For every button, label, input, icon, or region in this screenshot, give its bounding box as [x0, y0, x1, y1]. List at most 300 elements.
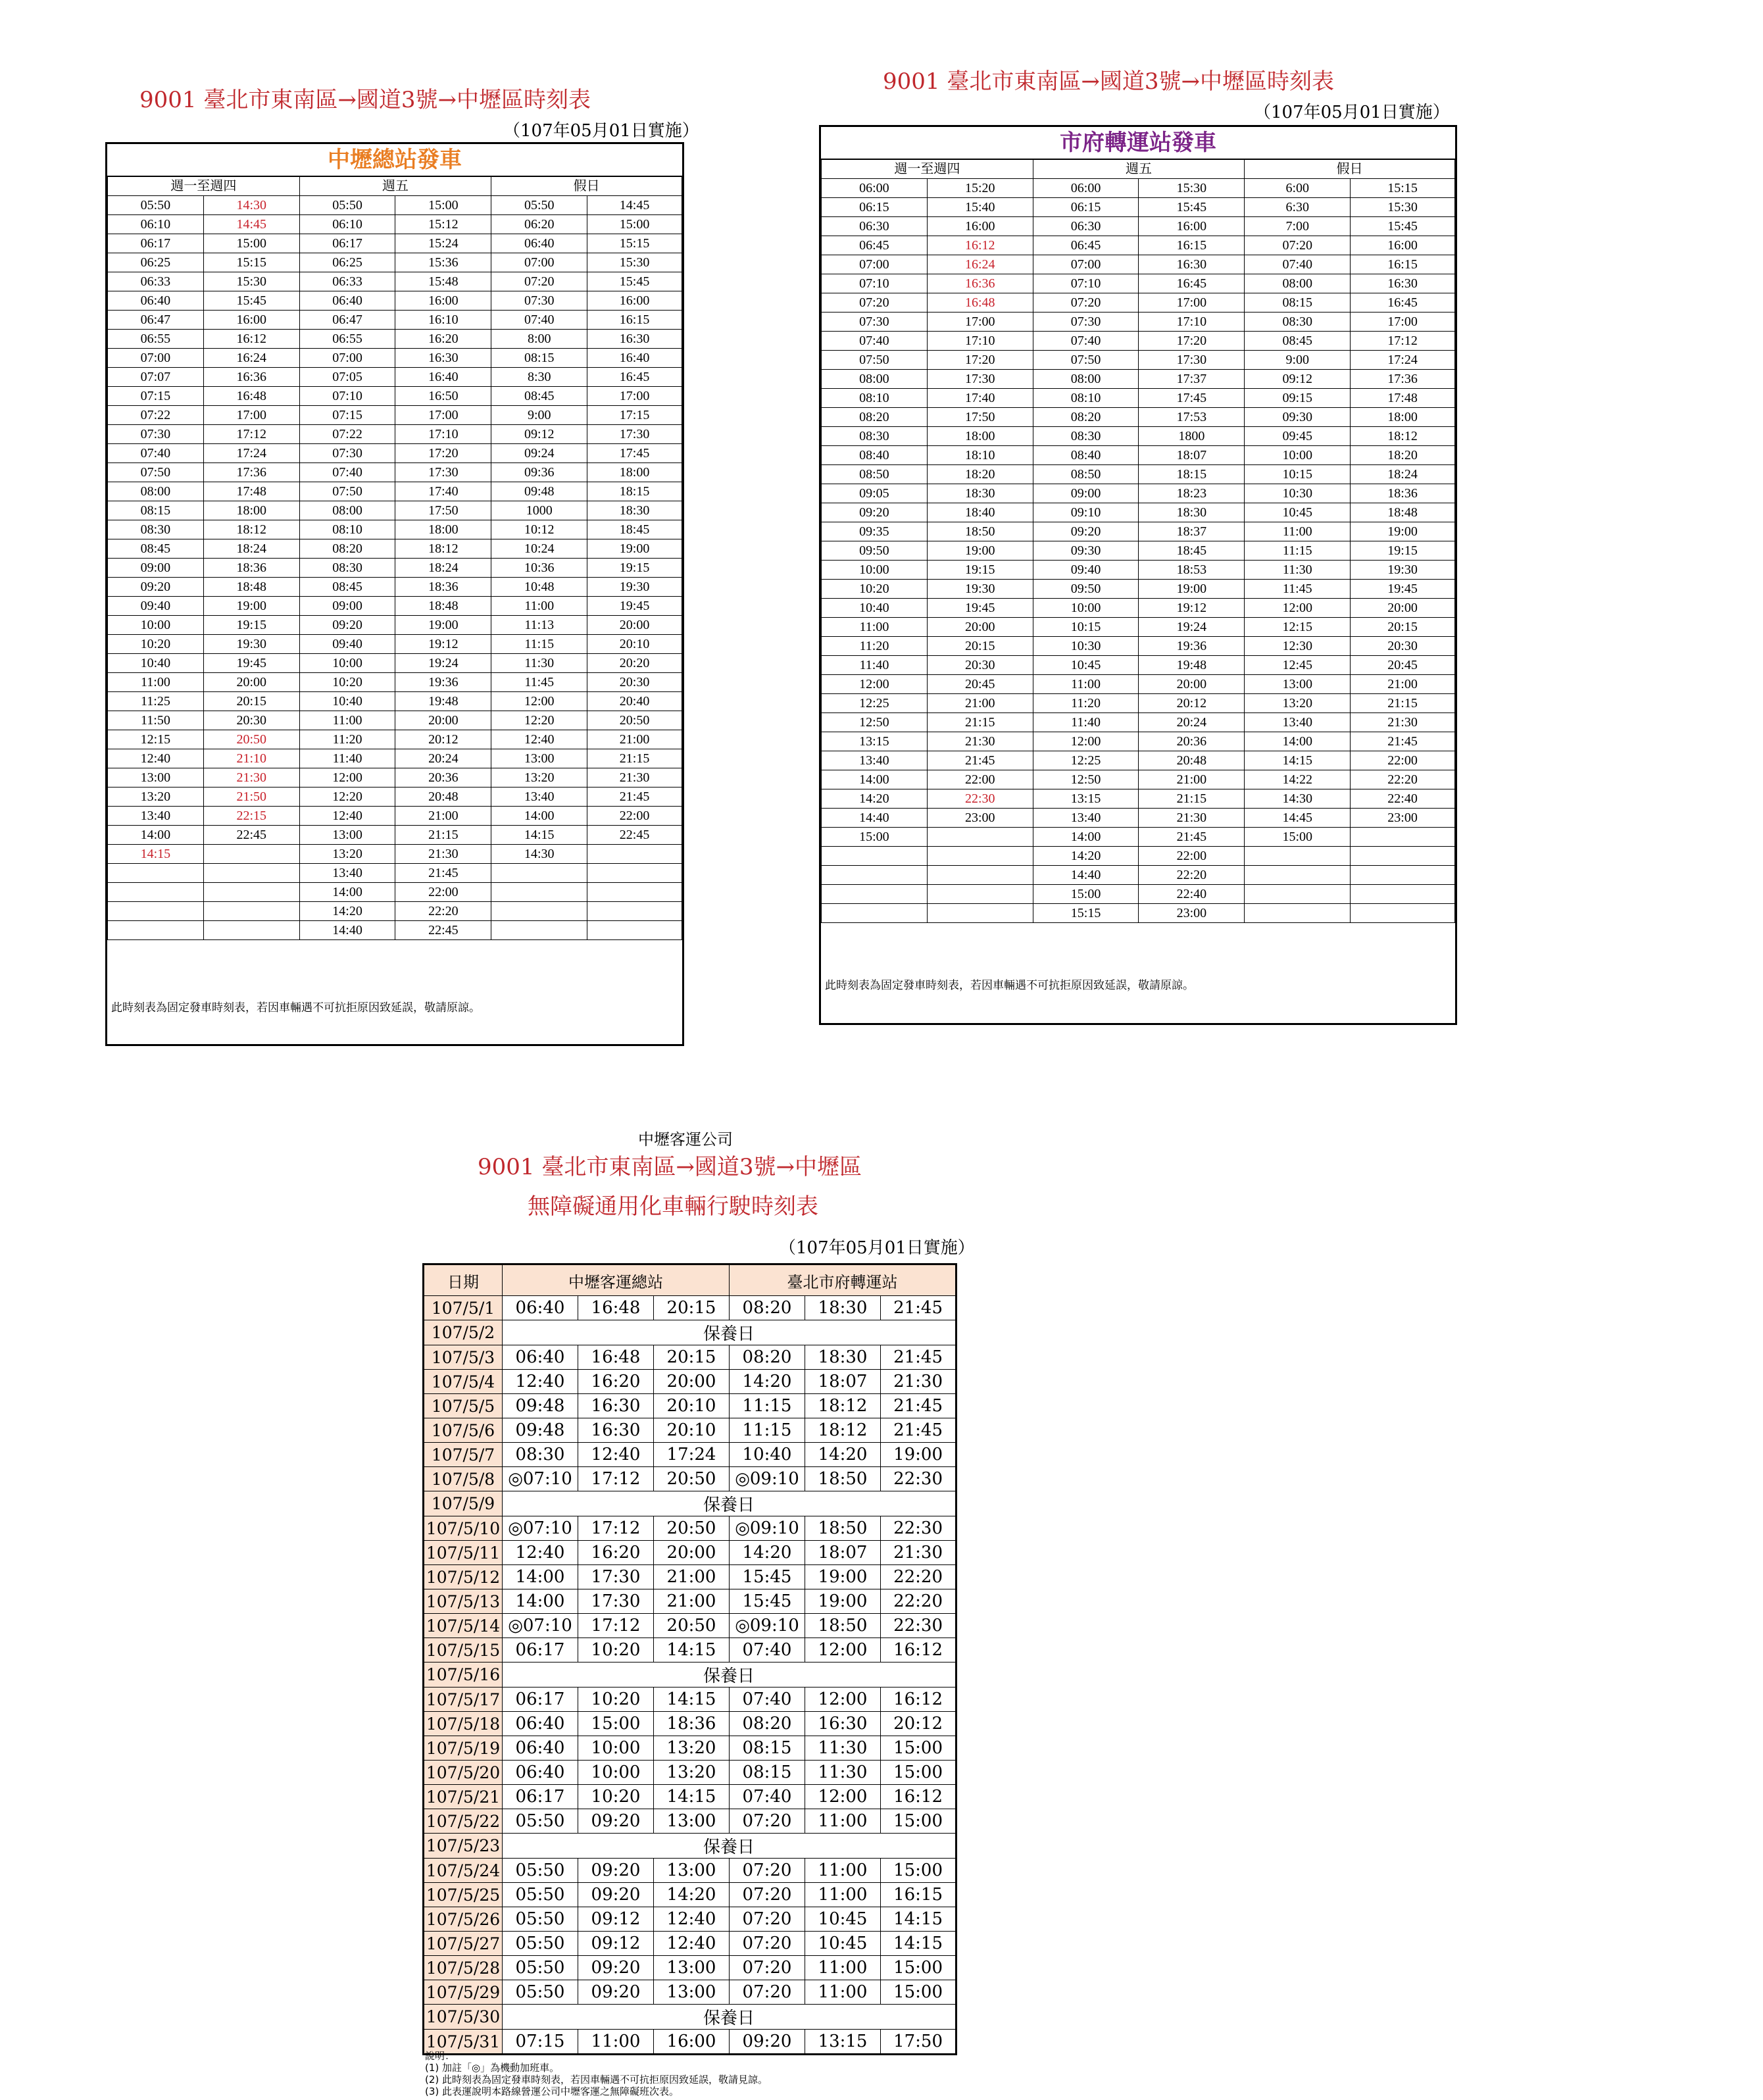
- time-cell: [927, 847, 1033, 866]
- time-cell: 12:15: [1245, 618, 1351, 637]
- time-cell: 22:45: [587, 826, 682, 845]
- table-row: [822, 236, 1455, 255]
- time-cell: 06:40: [108, 291, 204, 311]
- time-cell: 22:20: [881, 1589, 956, 1614]
- table-row: [822, 503, 1455, 522]
- time-cell: 17:20: [927, 351, 1033, 370]
- time-cell: 14:40: [1033, 866, 1139, 885]
- time-cell: 20:30: [927, 656, 1033, 675]
- time-cell: 16:12: [927, 236, 1033, 255]
- time-cell: 14:00: [1033, 828, 1139, 847]
- time-cell: 22:40: [1351, 789, 1455, 809]
- date-cell: 107/5/24: [424, 1859, 503, 1883]
- time-cell: 16:30: [395, 349, 491, 368]
- time-cell: 20:00: [395, 711, 491, 730]
- table-row: [822, 484, 1455, 503]
- time-cell: 16:45: [587, 368, 682, 387]
- table-row: [424, 1565, 956, 1589]
- time-cell: 20:15: [654, 1345, 730, 1370]
- table-row: [822, 408, 1455, 427]
- table-row: [108, 272, 682, 291]
- table-row: [822, 179, 1455, 198]
- table-row: [424, 1370, 956, 1394]
- time-cell: 17:45: [587, 444, 682, 463]
- time-cell: 08:30: [1245, 312, 1351, 332]
- time-cell: 15:00: [578, 1712, 654, 1736]
- time-cell: 09:20: [108, 578, 204, 597]
- time-cell: 11:30: [805, 1736, 881, 1761]
- time-cell: ◎07:10: [503, 1516, 578, 1541]
- time-cell: 12:40: [503, 1541, 578, 1565]
- time-cell: 06:30: [822, 217, 928, 236]
- left-schedule-table: [107, 176, 682, 940]
- time-cell: 09:30: [1033, 541, 1139, 561]
- time-cell: 15:00: [881, 1809, 956, 1834]
- table-row: [108, 463, 682, 482]
- time-cell: 20:15: [1351, 618, 1455, 637]
- time-cell: 07:20: [491, 272, 587, 291]
- time-cell: 07:40: [730, 1688, 805, 1712]
- time-cell: 15:15: [203, 253, 299, 272]
- time-cell: 17:12: [578, 1516, 654, 1541]
- time-cell: 13:00: [299, 826, 395, 845]
- table-row: [108, 616, 682, 635]
- time-cell: 20:30: [203, 711, 299, 730]
- time-cell: 10:20: [578, 1688, 654, 1712]
- time-cell: 14:20: [1033, 847, 1139, 866]
- time-cell: 21:15: [395, 826, 491, 845]
- time-cell: 22:20: [1351, 770, 1455, 789]
- table-row: [822, 828, 1455, 847]
- time-cell: 16:00: [203, 311, 299, 330]
- table-row: [822, 656, 1455, 675]
- table-row: [108, 406, 682, 425]
- time-cell: 09:30: [1245, 408, 1351, 427]
- time-cell: 07:00: [822, 255, 928, 274]
- time-cell: 17:00: [203, 406, 299, 425]
- time-cell: 20:10: [587, 635, 682, 654]
- time-cell: 09:20: [299, 616, 395, 635]
- time-cell: 06:17: [299, 234, 395, 253]
- time-cell: 12:00: [805, 1638, 881, 1663]
- time-cell: 15:36: [395, 253, 491, 272]
- time-cell: 18:48: [1351, 503, 1455, 522]
- time-cell: 14:20: [822, 789, 928, 809]
- date-cell: 107/5/16: [424, 1663, 503, 1688]
- time-cell: 18:36: [395, 578, 491, 597]
- time-cell: 07:30: [1033, 312, 1139, 332]
- time-cell: 6:30: [1245, 198, 1351, 217]
- time-cell: 11:30: [805, 1761, 881, 1785]
- time-cell: ◎09:10: [730, 1516, 805, 1541]
- time-cell: 11:00: [805, 1859, 881, 1883]
- time-cell: 09:20: [1033, 522, 1139, 541]
- time-cell: 6:00: [1245, 179, 1351, 198]
- time-cell: 9:00: [1245, 351, 1351, 370]
- time-cell: 13:40: [1245, 713, 1351, 732]
- time-cell: 22:20: [1139, 866, 1245, 885]
- time-cell: 16:20: [578, 1541, 654, 1565]
- time-cell: 10:40: [730, 1443, 805, 1467]
- time-cell: 19:12: [395, 635, 491, 654]
- date-cell: 107/5/26: [424, 1907, 503, 1932]
- table-row: [108, 921, 682, 940]
- time-cell: 07:20: [730, 1883, 805, 1907]
- time-cell: 20:24: [395, 749, 491, 768]
- time-cell: 18:07: [805, 1370, 881, 1394]
- time-cell: 08:15: [108, 501, 204, 520]
- time-cell: 07:00: [299, 349, 395, 368]
- time-cell: 20:00: [927, 618, 1033, 637]
- table-row: [108, 902, 682, 921]
- time-cell: 08:20: [730, 1345, 805, 1370]
- time-cell: [587, 883, 682, 902]
- time-cell: 17:12: [578, 1467, 654, 1491]
- time-cell: 15:00: [881, 1980, 956, 2005]
- time-cell: ◎09:10: [730, 1614, 805, 1638]
- time-cell: 05:50: [503, 1932, 578, 1956]
- time-cell: 13:00: [654, 1809, 730, 1834]
- time-cell: 08:45: [1245, 332, 1351, 351]
- time-cell: 11:25: [108, 692, 204, 711]
- time-cell: 10:15: [1245, 465, 1351, 484]
- time-cell: [491, 921, 587, 940]
- time-cell: 13:00: [1245, 675, 1351, 694]
- table-row: [822, 885, 1455, 904]
- time-cell: 09:00: [108, 559, 204, 578]
- time-cell: 18:50: [805, 1614, 881, 1638]
- time-cell: 22:00: [395, 883, 491, 902]
- time-cell: 23:00: [927, 809, 1033, 828]
- time-cell: [203, 845, 299, 864]
- time-cell: 07:30: [491, 291, 587, 311]
- table-row: [822, 866, 1455, 885]
- time-cell: 06:30: [1033, 217, 1139, 236]
- date-cell: 107/5/7: [424, 1443, 503, 1467]
- time-cell: [1245, 847, 1351, 866]
- time-cell: 08:20: [1033, 408, 1139, 427]
- time-cell: 18:07: [805, 1541, 881, 1565]
- time-cell: 05:50: [503, 1883, 578, 1907]
- table-row: [108, 597, 682, 616]
- time-cell: 18:45: [1139, 541, 1245, 561]
- time-cell: 08:20: [299, 539, 395, 559]
- time-cell: 12:40: [654, 1932, 730, 1956]
- time-cell: 18:30: [587, 501, 682, 520]
- time-cell: 17:40: [927, 389, 1033, 408]
- time-cell: 12:50: [822, 713, 928, 732]
- time-cell: 21:50: [203, 788, 299, 807]
- time-cell: 06:40: [299, 291, 395, 311]
- time-cell: 21:45: [881, 1345, 956, 1370]
- time-cell: 08:00: [1033, 370, 1139, 389]
- time-cell: 09:24: [491, 444, 587, 463]
- company-name: 中壢客運公司: [638, 1130, 733, 1149]
- time-cell: 16:24: [927, 255, 1033, 274]
- time-cell: 15:00: [822, 828, 928, 847]
- maintenance-day-cell: 保養日: [503, 1834, 956, 1859]
- time-cell: ◎07:10: [503, 1614, 578, 1638]
- time-cell: 19:15: [1351, 541, 1455, 561]
- time-cell: 07:15: [299, 406, 395, 425]
- table-row: [108, 234, 682, 253]
- time-cell: 18:36: [203, 559, 299, 578]
- time-cell: 15:30: [203, 272, 299, 291]
- time-cell: 16:30: [587, 330, 682, 349]
- time-cell: 18:15: [1139, 465, 1245, 484]
- time-cell: 13:15: [822, 732, 928, 751]
- time-cell: 13:40: [299, 864, 395, 883]
- time-cell: 12:20: [299, 788, 395, 807]
- time-cell: 22:20: [395, 902, 491, 921]
- time-cell: 09:40: [108, 597, 204, 616]
- time-cell: 06:15: [1033, 198, 1139, 217]
- time-cell: [822, 904, 928, 923]
- time-cell: 17:45: [1139, 389, 1245, 408]
- time-cell: 05:50: [503, 1980, 578, 2005]
- table-row: [822, 599, 1455, 618]
- time-cell: 17:00: [1139, 293, 1245, 312]
- time-cell: 09:20: [578, 1859, 654, 1883]
- time-cell: 17:48: [1351, 389, 1455, 408]
- time-cell: 11:00: [578, 2030, 654, 2055]
- time-cell: 17:40: [395, 482, 491, 501]
- left-title: 9001 臺北市東南區→國道3號→中壢區時刻表: [139, 87, 591, 113]
- table-row: [424, 1296, 956, 1320]
- time-cell: 18:10: [927, 446, 1033, 465]
- time-cell: 07:22: [299, 425, 395, 444]
- time-cell: 13:00: [108, 768, 204, 788]
- time-cell: 09:20: [730, 2030, 805, 2055]
- time-cell: 08:45: [491, 387, 587, 406]
- time-cell: 13:15: [1033, 789, 1139, 809]
- table-row: [108, 349, 682, 368]
- time-cell: 22:30: [881, 1467, 956, 1491]
- time-cell: 11:45: [491, 673, 587, 692]
- time-cell: [1351, 866, 1455, 885]
- time-cell: 18:12: [805, 1394, 881, 1418]
- time-cell: 08:30: [822, 427, 928, 446]
- time-cell: 17:36: [203, 463, 299, 482]
- time-cell: 06:00: [822, 179, 928, 198]
- header-zhongli-terminal: 中壢客運總站: [503, 1264, 730, 1296]
- time-cell: 10:45: [805, 1932, 881, 1956]
- time-cell: 06:10: [108, 215, 204, 234]
- date-cell: 107/5/23: [424, 1834, 503, 1859]
- time-cell: 10:40: [108, 654, 204, 673]
- time-cell: 15:00: [395, 196, 491, 215]
- time-cell: 21:00: [654, 1565, 730, 1589]
- date-cell: 107/5/4: [424, 1370, 503, 1394]
- time-cell: 13:40: [108, 807, 204, 826]
- time-cell: 11:00: [805, 1980, 881, 2005]
- time-cell: 10:00: [578, 1736, 654, 1761]
- table-row: [108, 539, 682, 559]
- time-cell: 22:45: [203, 826, 299, 845]
- time-cell: 20:48: [1139, 751, 1245, 770]
- bottom-header-row: [424, 1264, 956, 1296]
- time-cell: 06:45: [1033, 236, 1139, 255]
- time-cell: 19:36: [395, 673, 491, 692]
- time-cell: 9:00: [491, 406, 587, 425]
- time-cell: 14:30: [203, 196, 299, 215]
- time-cell: 16:40: [587, 349, 682, 368]
- time-cell: 16:00: [1139, 217, 1245, 236]
- time-cell: 13:00: [654, 1859, 730, 1883]
- table-row: [108, 311, 682, 330]
- time-cell: 05:50: [503, 1956, 578, 1980]
- date-cell: 107/5/9: [424, 1491, 503, 1516]
- time-cell: 16:45: [1139, 274, 1245, 293]
- time-cell: 17:00: [927, 312, 1033, 332]
- table-row: [822, 809, 1455, 828]
- date-cell: 107/5/13: [424, 1589, 503, 1614]
- time-cell: 09:12: [1245, 370, 1351, 389]
- time-cell: 08:45: [299, 578, 395, 597]
- time-cell: 06:25: [299, 253, 395, 272]
- time-cell: 8:00: [491, 330, 587, 349]
- time-cell: 22:00: [1139, 847, 1245, 866]
- table-row: [822, 580, 1455, 599]
- time-cell: 08:40: [822, 446, 928, 465]
- time-cell: 15:15: [587, 234, 682, 253]
- time-cell: 18:23: [1139, 484, 1245, 503]
- table-row: [822, 675, 1455, 694]
- time-cell: 07:40: [730, 1785, 805, 1809]
- time-cell: 11:15: [491, 635, 587, 654]
- time-cell: 09:48: [503, 1394, 578, 1418]
- time-cell: 19:45: [1351, 580, 1455, 599]
- time-cell: 13:40: [1033, 809, 1139, 828]
- table-row: [108, 768, 682, 788]
- time-cell: [108, 883, 204, 902]
- time-cell: 07:40: [299, 463, 395, 482]
- time-cell: 18:40: [927, 503, 1033, 522]
- table-row: [108, 692, 682, 711]
- time-cell: 08:45: [108, 539, 204, 559]
- time-cell: 07:50: [299, 482, 395, 501]
- time-cell: 19:00: [927, 541, 1033, 561]
- table-row: [424, 1491, 956, 1516]
- time-cell: [1351, 904, 1455, 923]
- time-cell: 06:17: [503, 1785, 578, 1809]
- table-row: [108, 330, 682, 349]
- time-cell: 11:20: [822, 637, 928, 656]
- date-cell: 107/5/1: [424, 1296, 503, 1320]
- time-cell: [822, 847, 928, 866]
- time-cell: 11:15: [730, 1394, 805, 1418]
- time-cell: 15:45: [730, 1565, 805, 1589]
- table-row: [822, 904, 1455, 923]
- table-row: [822, 541, 1455, 561]
- table-row: [108, 501, 682, 520]
- time-cell: 05:50: [503, 1907, 578, 1932]
- time-cell: 12:20: [491, 711, 587, 730]
- time-cell: 14:00: [299, 883, 395, 902]
- time-cell: 08:15: [730, 1761, 805, 1785]
- time-cell: 17:50: [395, 501, 491, 520]
- time-cell: 20:45: [1351, 656, 1455, 675]
- time-cell: 15:20: [927, 179, 1033, 198]
- time-cell: 11:00: [805, 1809, 881, 1834]
- time-cell: 17:00: [1351, 312, 1455, 332]
- table-row: [424, 1712, 956, 1736]
- time-cell: 19:45: [927, 599, 1033, 618]
- table-row: [424, 1614, 956, 1638]
- time-cell: 19:00: [881, 1443, 956, 1467]
- time-cell: 07:50: [1033, 351, 1139, 370]
- time-cell: 17:37: [1139, 370, 1245, 389]
- time-cell: 21:45: [927, 751, 1033, 770]
- table-row: [822, 637, 1455, 656]
- time-cell: 12:40: [491, 730, 587, 749]
- table-row: [424, 1394, 956, 1418]
- time-cell: 1800: [1139, 427, 1245, 446]
- time-cell: 18:50: [805, 1516, 881, 1541]
- time-cell: [1245, 866, 1351, 885]
- time-cell: 07:00: [108, 349, 204, 368]
- time-cell: 07:40: [108, 444, 204, 463]
- date-cell: 107/5/5: [424, 1394, 503, 1418]
- time-cell: 18:30: [927, 484, 1033, 503]
- time-cell: 16:15: [587, 311, 682, 330]
- table-row: [424, 1761, 956, 1785]
- time-cell: [108, 902, 204, 921]
- time-cell: [108, 921, 204, 940]
- time-cell: 07:00: [1033, 255, 1139, 274]
- table-row: [424, 2005, 956, 2030]
- time-cell: 11:00: [1245, 522, 1351, 541]
- note-line: (1) 加註「◎」為機動加班車。: [425, 2062, 560, 2074]
- time-cell: 08:00: [822, 370, 928, 389]
- time-cell: 14:15: [881, 1907, 956, 1932]
- date-cell: 107/5/11: [424, 1541, 503, 1565]
- table-row: [424, 1932, 956, 1956]
- time-cell: 14:00: [503, 1565, 578, 1589]
- time-cell: 15:40: [927, 198, 1033, 217]
- time-cell: 08:00: [108, 482, 204, 501]
- time-cell: [1351, 885, 1455, 904]
- time-cell: 18:53: [1139, 561, 1245, 580]
- time-cell: 16:20: [395, 330, 491, 349]
- time-cell: 07:40: [730, 1638, 805, 1663]
- time-cell: 20:48: [395, 788, 491, 807]
- col-header-mon-thu: 週一至週四: [108, 177, 300, 196]
- right-effective-date: （107年05月01日實施）: [1254, 103, 1450, 122]
- time-cell: 19:00: [1139, 580, 1245, 599]
- right-title: 9001 臺北市東南區→國道3號→中壢區時刻表: [883, 68, 1334, 95]
- left-footnote: 此時刻表為固定發車時刻表，若因車輛遇不可抗拒原因致延誤，敬請原諒。: [111, 1001, 480, 1014]
- time-cell: 14:45: [203, 215, 299, 234]
- time-cell: 15:45: [587, 272, 682, 291]
- time-cell: 19:24: [395, 654, 491, 673]
- time-cell: 21:30: [881, 1541, 956, 1565]
- time-cell: 21:30: [587, 768, 682, 788]
- time-cell: 10:20: [299, 673, 395, 692]
- time-cell: 20:40: [587, 692, 682, 711]
- time-cell: [927, 904, 1033, 923]
- time-cell: 15:30: [1351, 198, 1455, 217]
- time-cell: 18:30: [805, 1345, 881, 1370]
- time-cell: 08:30: [299, 559, 395, 578]
- time-cell: 08:30: [108, 520, 204, 539]
- time-cell: 11:15: [730, 1418, 805, 1443]
- time-cell: 20:15: [927, 637, 1033, 656]
- note-line: 說明：: [425, 2050, 455, 2062]
- time-cell: 10:36: [491, 559, 587, 578]
- table-row: [424, 1980, 956, 2005]
- time-cell: 08:30: [503, 1443, 578, 1467]
